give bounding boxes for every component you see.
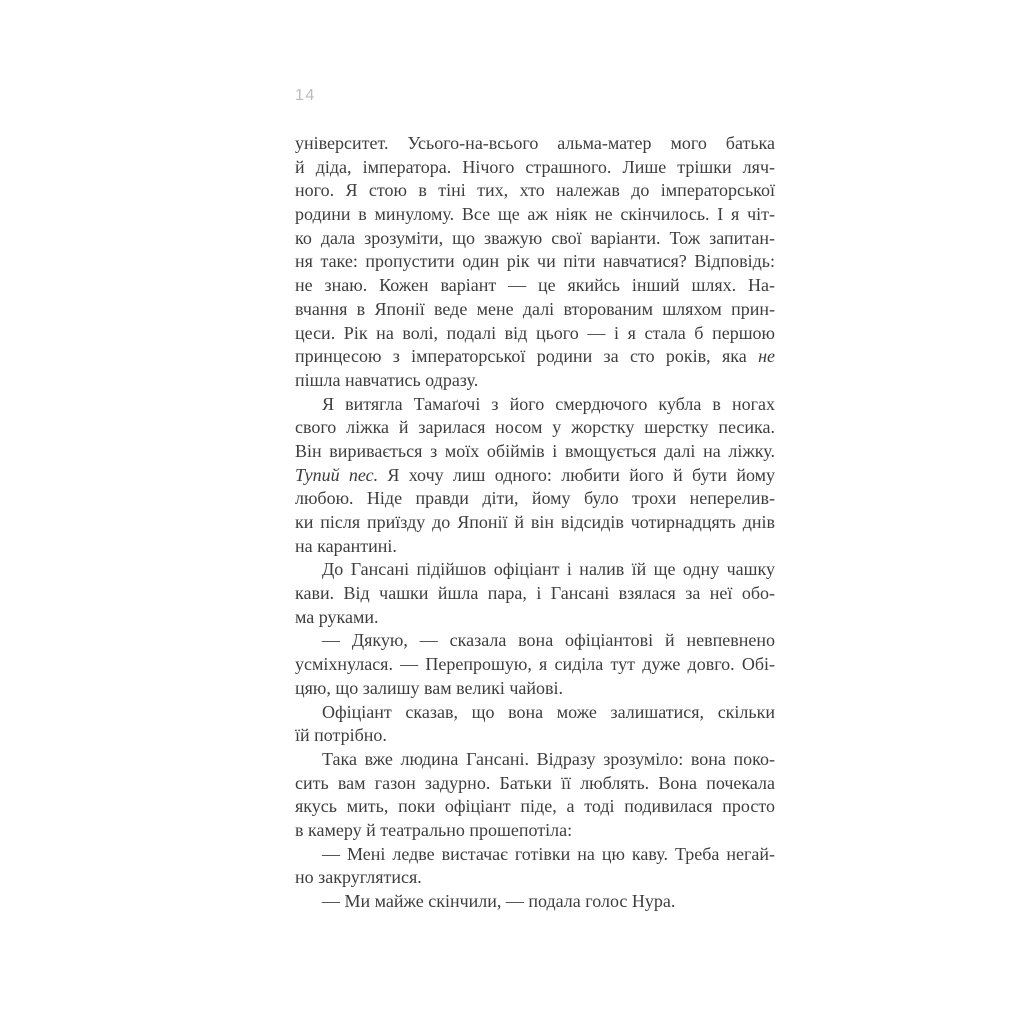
text-segment: сить вам газон задурно. Батьки її люблять. Вона почекала <box>295 772 775 793</box>
text-line <box>295 487 775 511</box>
paragraph <box>295 890 775 914</box>
text-line <box>295 156 775 180</box>
paragraph <box>295 843 775 890</box>
paragraph <box>295 748 775 843</box>
text-segment: Він виривається з моїх обіймів і вмощується далі на ліжку. <box>295 440 775 461</box>
text-line <box>295 866 775 890</box>
text-line <box>295 298 775 322</box>
text-line <box>295 369 775 393</box>
paragraph <box>295 558 775 629</box>
text-line <box>295 132 775 156</box>
text-segment: й діда, імператора. Нічого страшного. Лише трішки ляч- <box>295 156 775 177</box>
text-line <box>295 606 775 630</box>
text-line <box>295 511 775 535</box>
italic-text-segment: Тупий пес. <box>295 464 379 485</box>
text-line <box>295 274 775 298</box>
text-segment: принцесою з імператорської родини за сто років, яка <box>295 346 759 367</box>
text-line <box>295 416 775 440</box>
text-line <box>295 629 775 653</box>
text-line <box>295 558 775 582</box>
text-segment: ного. Я стою в тіні тих, хто належав до імператорської <box>295 180 775 201</box>
text-segment: кави. Від чашки йшла пара, і Гансані взялася за неї обо- <box>295 583 775 604</box>
paragraph <box>295 132 775 393</box>
text-segment: в камеру й театрально прошепотіла: <box>295 819 573 840</box>
text-segment: ня таке: пропустити один рік чи піти навчатися? Відповідь: <box>295 251 775 272</box>
text-segment: Я хочу лиш одного: любити його й бути йому <box>378 464 775 485</box>
text-line <box>295 535 775 559</box>
text-segment: любою. Ніде правди діти, йому було трохи неперелив- <box>295 488 775 509</box>
text-segment: вчання в Японії веде мене далі второваним шляхом прин- <box>295 298 775 319</box>
text-line <box>295 440 775 464</box>
text-segment: До Гансані підійшов офіціант і налив їй ще одну чашку <box>322 559 775 580</box>
text-segment: пішла навчатись одразу. <box>295 369 479 390</box>
text-line <box>295 227 775 251</box>
text-line <box>295 393 775 417</box>
text-line <box>295 843 775 867</box>
text-segment: університет. Усього-на-всього альма-матер мого батька <box>295 133 775 153</box>
text-segment: якусь мить, поки офіціант піде, а тоді подивилася просто <box>295 796 775 817</box>
text-segment: — Дякую, — сказала вона офіціантові й невпевнено <box>322 630 775 651</box>
paragraph <box>295 629 775 700</box>
text-segment: но закруглятися. <box>295 867 422 888</box>
text-segment: на карантині. <box>295 535 397 556</box>
text-segment: ко дала зрозуміти, що зважую свої варіанти. Тож запитан- <box>295 227 775 248</box>
text-line <box>295 653 775 677</box>
text-block <box>295 132 775 914</box>
text-segment: цяю, що залишу вам великі чайові. <box>295 677 564 698</box>
text-line <box>295 748 775 772</box>
text-line <box>295 677 775 701</box>
text-line <box>295 795 775 819</box>
text-line <box>295 464 775 488</box>
text-segment: родини в минулому. Все ще аж ніяк не скінчилось. І я чіт- <box>295 204 775 225</box>
text-segment: — Мені ледве вистачає готівки на цю каву. Треба негай- <box>322 843 775 864</box>
text-line <box>295 772 775 796</box>
text-line <box>295 819 775 843</box>
page-number: 14 <box>295 87 316 104</box>
text-line <box>295 179 775 203</box>
text-segment: — Ми майже скінчили, — подала голос Нура. <box>322 891 676 911</box>
text-line <box>295 890 775 914</box>
text-segment: ма руками. <box>295 606 379 627</box>
text-segment: не знаю. Кожен варіант — це якийсь інший шлях. На- <box>295 275 775 296</box>
paragraph <box>295 701 775 748</box>
text-segment: свого ліжка й зарилася носом у жорстку шерстку песика. <box>295 417 775 438</box>
paragraph <box>295 393 775 559</box>
text-segment: цеси. Рік на волі, подалі від цього — і я стала б першою <box>295 322 775 343</box>
text-line <box>295 701 775 725</box>
text-segment: усміхнулася. — Перепрошую, я сиділа тут дуже довго. Обі- <box>295 654 775 675</box>
text-line <box>295 322 775 346</box>
text-line <box>295 250 775 274</box>
text-line <box>295 345 775 369</box>
text-line <box>295 203 775 227</box>
text-segment: Офіціант сказав, що вона може залишатися, скільки <box>322 701 775 722</box>
text-segment: Я витягла Тамаґочі з його смердючого кубла в ногах <box>322 393 775 414</box>
text-line <box>295 582 775 606</box>
italic-text-segment: не <box>758 346 775 367</box>
text-segment: їй потрібно. <box>295 725 387 746</box>
text-segment: ки після приїзду до Японії й він відсидів чотирнадцять днів <box>295 512 775 532</box>
text-line <box>295 724 775 748</box>
text-segment: Така вже людина Гансані. Відразу зрозуміло: вона поко- <box>322 748 775 769</box>
